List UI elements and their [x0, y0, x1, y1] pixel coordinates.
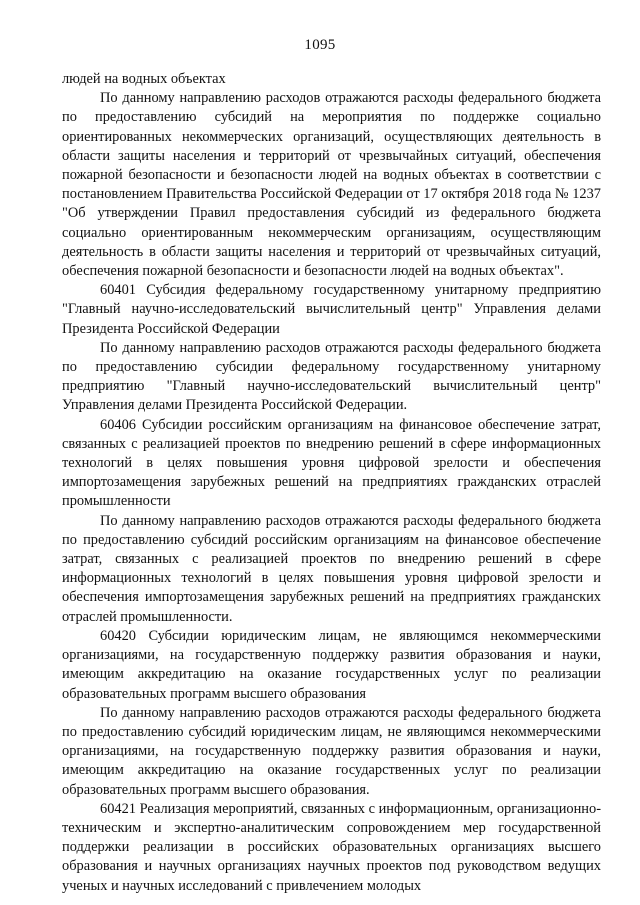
- paragraph: По данному направлению расходов отражаются расходы федерального бюджета по предоставлению субсидий российским организациям на финансовое обеспечение затрат, связанных с реализацией проектов по внедрению решений в сфере информационных технологий в целях повышения уровня цифровой зрелости и обеспечения импортозамещения зарубежных решений на предприятиях гражданских отраслей промышленности.: [62, 512, 601, 625]
- document-body: [62, 70, 601, 896]
- paragraph: По данному направлению расходов отражаются расходы федерального бюджета по предоставлению субсидии федеральному государственному унитарному предприятию "Главный научно-исследовательский вычислительный центр" Управления делами Президента Российской Федерации.: [62, 339, 601, 414]
- paragraph: 60401 Субсидия федеральному государственному унитарному предприятию "Главный научно-исследовательский вычислительный центр" Управления делами Президента Российской Федерации: [62, 282, 601, 337]
- paragraph: 60421 Реализация мероприятий, связанных с информационным, организационно-техническим и экспертно-аналитическим сопровождением мер государственной поддержки реализации в российских образовательных организациях высшего образования и научных организациях научных проектов под руководством ведущих ученых и научных исследований с привлечением молодых: [62, 800, 601, 894]
- paragraph: По данному направлению расходов отражаются расходы федерального бюджета по предоставлению субсидий юридическим лицам, не являющимся некоммерческими организациями, на государственную поддержку развития образования и науки, имеющим аккредитацию на оказание государственных услуг по реализации образовательных программ высшего образования.: [62, 704, 601, 798]
- paragraph: По данному направлению расходов отражаются расходы федерального бюджета по предоставлению субсидий на мероприятия по поддержке социально ориентированных некоммерческих организаций, осуществляющих деятельность в области защиты населения и территорий от чрезвычайных ситуаций, обеспечения пожарной безопасности и безопасности людей на водных объектах в соответствии с постановлением Правительства Российской Федерации от 17 октября 2018 года № 1237 "Об утверждении Правил предоставления субсидий из федерального бюджета социально ориентированным некоммерческим организациям, осуществляющим деятельность в области защиты населения и территорий от чрезвычайных ситуаций, обеспечения пожарной безопасности и безопасности людей на водных объектах".: [62, 90, 601, 280]
- paragraph: людей на водных объектах: [62, 71, 226, 87]
- paragraph: 60406 Субсидии российским организациям на финансовое обеспечение затрат, связанных с реализацией проектов по внедрению решений в сфере информационных технологий в целях повышения уровня цифровой зрелости и обеспечения импортозамещения зарубежных решений на предприятиях гражданских отраслей промышленности: [62, 416, 601, 510]
- paragraph: 60420 Субсидии юридическим лицам, не являющимся некоммерческими организациями, на государственную поддержку развития образования и науки, имеющим аккредитацию на оказание государственных услуг по реализации образовательных программ высшего образования: [62, 627, 601, 702]
- page-number: 1095: [304, 37, 336, 53]
